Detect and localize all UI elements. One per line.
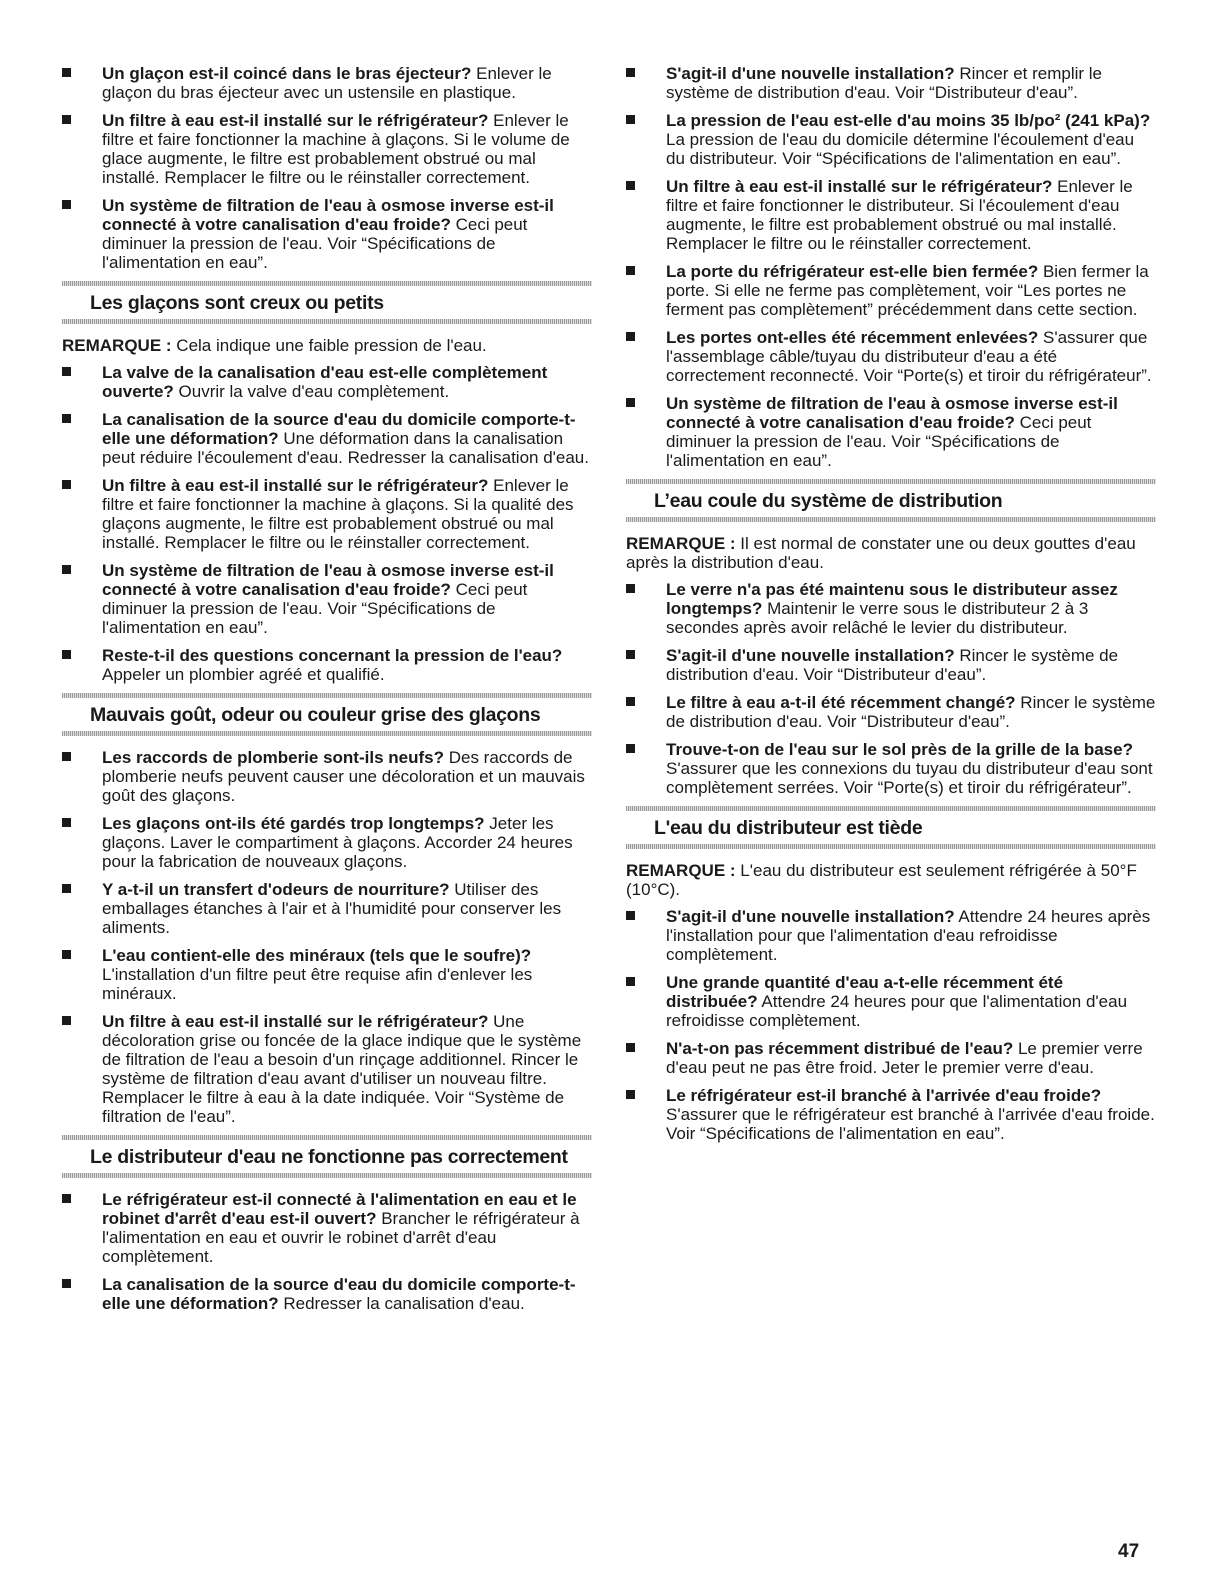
square-bullet-icon xyxy=(62,1194,71,1203)
section-title: Mauvais goût, odeur ou couleur grise des glaçons xyxy=(90,704,541,726)
square-bullet-icon xyxy=(626,650,635,659)
square-bullet-icon xyxy=(626,911,635,920)
item-answer: Enlever le filtre et faire fonctionner la machine à glaçons. Si le volume de glace augmente, le filtre est probablement obstrué ou mal installé. Remplacer le filtre ou le réinstaller correctement. xyxy=(102,111,570,187)
item-answer: Utiliser des emballages étanches à l'air et à l'humidité pour conserver les aliments. xyxy=(102,880,562,937)
item-answer: Une décoloration grise ou foncée de la glace indique que le système de filtration de l'eau a besoin d'un rinçage additionnel. Rincer le système de filtration d'eau avant d'utiliser un nouveau filtre. Remplacer le filtre à eau à la date indiquée. Voir “Système de filtration de l'eau”. xyxy=(102,1012,582,1126)
section-header-warm xyxy=(626,806,1156,849)
section-title: Le distributeur d'eau ne fonctionne pas correctement xyxy=(90,1146,568,1168)
item-answer: Jeter les glaçons. Laver le compartiment à glaçons. Accorder 24 heures pour la fabrication de nouveaux glaçons. xyxy=(102,814,573,871)
item-answer: Ceci peut diminuer la pression de l'eau. Voir “Spécifications de l'alimentation en eau”. xyxy=(666,413,1092,470)
list-item xyxy=(62,748,592,805)
item-answer: S'assurer que l'assemblage câble/tuyau du distributeur d'eau a été correctement reconnecté. Voir “Porte(s) et tiroir du réfrigérateur”. xyxy=(666,328,1152,385)
item-answer: Redresser la canalisation d'eau. xyxy=(278,1294,525,1313)
item-answer: S'assurer que les connexions du tuyau du distributeur d'eau sont complètement serrées. Voir “Porte(s) et tiroir du réfrigérateur”. xyxy=(666,759,1153,797)
item-question: Un glaçon est-il coincé dans le bras éjecteur? xyxy=(102,64,472,83)
square-bullet-icon xyxy=(62,367,71,376)
item-answer: Une déformation dans la canalisation peut réduire l'écoulement d'eau. Redresser la canalisation d'eau. xyxy=(102,429,589,467)
list-item xyxy=(626,64,1156,102)
warm-list xyxy=(626,907,1156,1143)
item-question: Trouve-t-on de l'eau sur le sol près de la grille de la base? xyxy=(666,740,1133,759)
list-item xyxy=(62,64,592,102)
item-question: Le filtre à eau a-t-il été récemment changé? xyxy=(666,693,1016,712)
list-item xyxy=(626,646,1156,684)
item-question: La pression de l'eau est-elle d'au moins 35 lb/po² (241 kPa)? xyxy=(666,111,1151,130)
list-item xyxy=(626,580,1156,637)
item-answer: Brancher le réfrigérateur à l'alimentation en eau et ouvrir le robinet d'arrêt d'eau complètement. xyxy=(102,1209,580,1266)
square-bullet-icon xyxy=(626,744,635,753)
square-bullet-icon xyxy=(626,584,635,593)
square-bullet-icon xyxy=(62,1279,71,1288)
item-answer: Enlever le filtre et faire fonctionner la machine à glaçons. Si la qualité des glaçons augmente, le filtre est probablement obstrué ou mal installé. Remplacer le filtre ou le réinstaller correctement. xyxy=(102,476,574,552)
square-bullet-icon xyxy=(62,752,71,761)
list-item xyxy=(626,1039,1156,1077)
item-question: S'agit-il d'une nouvelle installation? xyxy=(666,64,955,83)
item-question: La canalisation de la source d'eau du domicile comporte-t-elle une déformation? xyxy=(102,1275,576,1313)
item-question: Y a-t-il un transfert d'odeurs de nourriture? xyxy=(102,880,450,899)
square-bullet-icon xyxy=(626,332,635,341)
list-item xyxy=(626,328,1156,385)
page-number: 47 xyxy=(1118,1541,1140,1562)
section-title: L’eau coule du système de distribution xyxy=(654,490,1003,512)
list-item xyxy=(626,111,1156,168)
note-text: Cela indique une faible pression de l'eau. xyxy=(171,336,487,355)
item-answer: Attendre 24 heures pour que l'alimentation d'eau refroidisse complètement. xyxy=(666,992,1128,1030)
item-answer: Rincer le système de distribution d'eau. Voir “Distributeur d'eau”. xyxy=(666,693,1156,731)
list-item xyxy=(62,111,592,187)
item-answer: Rincer et remplir le système de distribution d'eau. Voir “Distributeur d'eau”. xyxy=(666,64,1102,102)
square-bullet-icon xyxy=(62,414,71,423)
note-label: REMARQUE : xyxy=(62,336,172,355)
item-answer: Le premier verre d'eau peut ne pas être froid. Jeter le premier verre d'eau. xyxy=(666,1039,1143,1077)
item-answer: S'assurer que le réfrigérateur est branché à l'arrivée d'eau froide. Voir “Spécifications de l'alimentation en eau”. xyxy=(666,1105,1155,1143)
item-question: S'agit-il d'une nouvelle installation? xyxy=(666,907,955,926)
item-answer: Des raccords de plomberie neufs peuvent causer une décoloration et un mauvais goût des glaçons. xyxy=(102,748,585,805)
intro-list-right xyxy=(626,64,1156,470)
square-bullet-icon xyxy=(62,200,71,209)
note-remark xyxy=(62,336,592,355)
list-item xyxy=(62,476,592,552)
item-answer: Maintenir le verre sous le distributeur 2 à 3 secondes après avoir relâché le levier du distributeur. xyxy=(666,599,1089,637)
item-answer: Ceci peut diminuer la pression de l'eau. Voir “Spécifications de l'alimentation en eau”. xyxy=(102,215,528,272)
item-question: Les portes ont-elles été récemment enlevées? xyxy=(666,328,1039,347)
small-ice-list xyxy=(62,363,592,684)
item-question: Les glaçons ont-ils été gardés trop longtemps? xyxy=(102,814,485,833)
item-answer: Enlever le glaçon du bras éjecteur avec un ustensile en plastique. xyxy=(102,64,552,102)
bad-taste-list xyxy=(62,748,592,1126)
list-item xyxy=(626,177,1156,253)
item-answer: Appeler un plombier agréé et qualifié. xyxy=(102,665,385,684)
item-question: Un filtre à eau est-il installé sur le réfrigérateur? xyxy=(102,1012,489,1031)
item-question: Le réfrigérateur est-il branché à l'arrivée d'eau froide? xyxy=(666,1086,1102,1105)
left-column xyxy=(62,64,592,1322)
note-label: REMARQUE : xyxy=(626,861,736,880)
section-header-leak xyxy=(626,479,1156,522)
item-answer: Attendre 24 heures après l'installation pour que l'alimentation d'eau refroidisse complètement. xyxy=(666,907,1151,964)
square-bullet-icon xyxy=(626,977,635,986)
list-item xyxy=(62,814,592,871)
section-header-small-ice xyxy=(62,281,592,324)
item-question: La porte du réfrigérateur est-elle bien fermée? xyxy=(666,262,1039,281)
item-answer: Bien fermer la porte. Si elle ne ferme pas complètement, voir “Les portes ne ferment pas complètement” précédemment dans cette section. xyxy=(666,262,1149,319)
note-text: L'eau du distributeur est seulement réfrigérée à 50°F (10°C). xyxy=(626,861,1137,899)
item-answer: La pression de l'eau du domicile détermine l'écoulement d'eau du distributeur. Voir “Spécifications de l'alimentation en eau”. xyxy=(666,130,1135,168)
square-bullet-icon xyxy=(62,480,71,489)
square-bullet-icon xyxy=(62,884,71,893)
section-header-dispenser xyxy=(62,1135,592,1178)
note-label: REMARQUE : xyxy=(626,534,736,553)
list-item xyxy=(62,363,592,401)
list-item xyxy=(626,907,1156,964)
list-item xyxy=(626,693,1156,731)
list-item xyxy=(62,410,592,467)
leak-list xyxy=(626,580,1156,797)
list-item xyxy=(62,646,592,684)
square-bullet-icon xyxy=(62,1016,71,1025)
item-answer: Enlever le filtre et faire fonctionner le distributeur. Si l'écoulement d'eau augmente, le filtre est probablement obstrué ou mal installé. Remplacer le filtre ou le réinstaller correctement. xyxy=(666,177,1133,253)
list-item xyxy=(62,946,592,1003)
section-title: Les glaçons sont creux ou petits xyxy=(90,292,384,314)
list-item xyxy=(62,1190,592,1266)
item-question: Un système de filtration de l'eau à osmose inverse est-il connecté à votre canalisation d'eau froide? xyxy=(102,561,554,599)
square-bullet-icon xyxy=(62,565,71,574)
item-question: Un système de filtration de l'eau à osmose inverse est-il connecté à votre canalisation d'eau froide? xyxy=(666,394,1118,432)
section-header-bad-taste xyxy=(62,693,592,736)
item-question: La canalisation de la source d'eau du domicile comporte-t-elle une déformation? xyxy=(102,410,576,448)
right-column xyxy=(626,64,1156,1152)
item-question: Un filtre à eau est-il installé sur le réfrigérateur? xyxy=(666,177,1053,196)
square-bullet-icon xyxy=(62,818,71,827)
list-item xyxy=(62,880,592,937)
list-item xyxy=(62,561,592,637)
note-remark xyxy=(626,861,1156,899)
note-remark xyxy=(626,534,1156,572)
square-bullet-icon xyxy=(626,181,635,190)
item-question: N'a-t-on pas récemment distribué de l'eau? xyxy=(666,1039,1014,1058)
item-question: Les raccords de plomberie sont-ils neufs? xyxy=(102,748,444,767)
square-bullet-icon xyxy=(626,266,635,275)
item-question: S'agit-il d'une nouvelle installation? xyxy=(666,646,955,665)
square-bullet-icon xyxy=(626,697,635,706)
item-question: Le verre n'a pas été maintenu sous le distributeur assez longtemps? xyxy=(666,580,1118,618)
intro-list-left xyxy=(62,64,592,272)
item-answer: Rincer le système de distribution d'eau. Voir “Distributeur d'eau”. xyxy=(666,646,1119,684)
list-item xyxy=(626,262,1156,319)
list-item xyxy=(62,1275,592,1313)
item-answer: L'installation d'un filtre peut être requise afin d'enlever les minéraux. xyxy=(102,965,533,1003)
item-question: Le réfrigérateur est-il connecté à l'alimentation en eau et le robinet d'arrêt d'eau est-il ouvert? xyxy=(102,1190,577,1228)
square-bullet-icon xyxy=(626,1043,635,1052)
square-bullet-icon xyxy=(626,1090,635,1099)
square-bullet-icon xyxy=(626,398,635,407)
list-item xyxy=(626,1086,1156,1143)
item-question: Un système de filtration de l'eau à osmose inverse est-il connecté à votre canalisation d'eau froide? xyxy=(102,196,554,234)
list-item xyxy=(626,394,1156,470)
item-answer: Ouvrir la valve d'eau complètement. xyxy=(173,382,450,401)
list-item xyxy=(626,973,1156,1030)
square-bullet-icon xyxy=(62,68,71,77)
item-question: L'eau contient-elle des minéraux (tels que le soufre)? xyxy=(102,946,532,965)
item-question: Un filtre à eau est-il installé sur le réfrigérateur? xyxy=(102,476,489,495)
list-item xyxy=(62,196,592,272)
item-question: Une grande quantité d'eau a-t-elle récemment été distribuée? xyxy=(666,973,1064,1011)
square-bullet-icon xyxy=(62,950,71,959)
note-text: Il est normal de constater une ou deux gouttes d'eau après la distribution d'eau. xyxy=(626,534,1136,572)
square-bullet-icon xyxy=(626,68,635,77)
list-item xyxy=(626,740,1156,797)
item-question: La valve de la canalisation d'eau est-elle complètement ouverte? xyxy=(102,363,548,401)
square-bullet-icon xyxy=(626,115,635,124)
item-question: Un filtre à eau est-il installé sur le réfrigérateur? xyxy=(102,111,489,130)
dispenser-list xyxy=(62,1190,592,1313)
square-bullet-icon xyxy=(62,650,71,659)
square-bullet-icon xyxy=(62,115,71,124)
list-item xyxy=(62,1012,592,1126)
item-question: Reste-t-il des questions concernant la pression de l'eau? xyxy=(102,646,563,665)
section-title: L'eau du distributeur est tiède xyxy=(654,817,923,839)
item-answer: Ceci peut diminuer la pression de l'eau. Voir “Spécifications de l'alimentation en eau”. xyxy=(102,580,528,637)
